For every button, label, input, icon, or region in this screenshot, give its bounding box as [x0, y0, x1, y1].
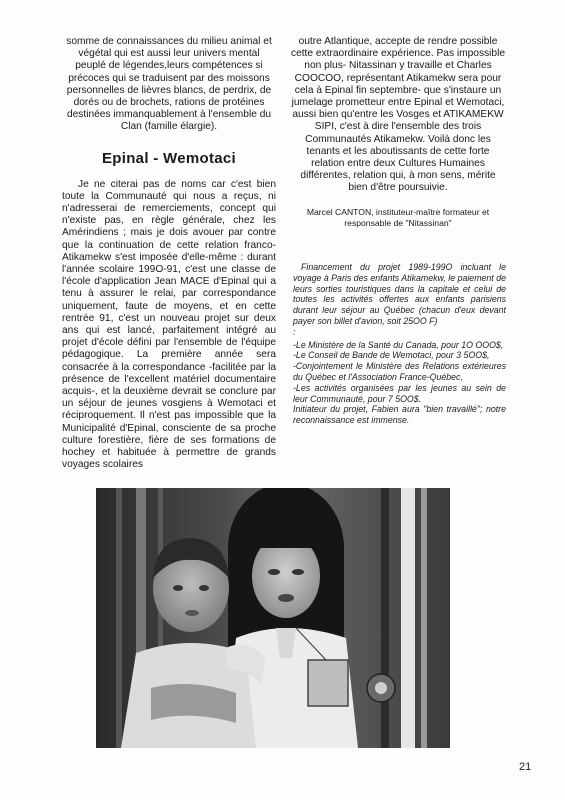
funding-box — [293, 262, 506, 426]
left-column — [62, 36, 276, 472]
left-paragraph-main: Je ne citerai pas de noms car c'est bien toute la Communauté qui nous a reçus, ni n'adresserai de remerciements, concept qui n'existe pas, en règle générale, chez les Amérindiens ; mais je dois avouer par contre que la continuation de cette relation franco-Atikamekw s'est imposée d'elle-même : durant l'année scolaire 199O-91, c'est une classe de l'école d'application Jean MACE d'Epinal qui a tenu à assurer le relai, par correspondance uniquement, faute de moyens, et en cette rentrée 91, c'est un nouveau projet sur deux ans qui est lancé, parfaitement intégré au projet d'école défini par l'ensemble de l'équipe pédagogique. La première année sera consacrée à la correspondance -facilitée par la présence de l'excellent matériel documentaire acquis-, et la deuxième devrait se conclure par un séjour de jeunes vosgiens à Wemotaci et réciproquement. Il n'est pas impossible que la Municipalité d'Epinal, consciente de sa proche culture forestière, fière de ses formations de hochey et habituée à permettre de grands voyages scolaires — [62, 178, 276, 471]
funding-item: -Le Ministère de la Santé du Canada, pour 1O OOO$, — [293, 339, 504, 350]
funding-intro: Financement du projet 1989-199O incluant le voyage à Paris des enfants Atikamekw, le paiement de leurs sorties touristiques dans la capitale et celui de toutes les activités offertes aux enfants parisiens durant leur séjour au Québec (chacun d'eux devant payer son billet d'avion, soit 25OO F) — [293, 262, 506, 326]
funding-item: -Les activités organisées par les jeunes au sein de leur Communauté, pour 7 5OO$. — [293, 382, 506, 404]
photograph-children-icon — [96, 488, 450, 748]
author-signature: Marcel CANTON, instituteur-maître formateur et responsable de "Nitassinan" — [306, 206, 490, 228]
left-paragraph-intro: somme de connaissances du milieu animal et végétal qui est aussi leur univers mental peuplé de légendes,leurs compétences si précoces qui se traduisent par des moissons personnelles de lièvres blancs, de perdrix, de dorés ou de brochets, rations de protéines destinées immanquablement à l'ensemble du Clan (famille élargie). — [66, 36, 272, 133]
right-column — [290, 36, 506, 237]
funding-closing: Initiateur du projet, Fabien aura "bien travaillé"; notre reconnaissance est immense. — [293, 404, 506, 426]
section-heading: Epinal - Wemotaci — [101, 149, 236, 167]
funding-colon: : — [293, 326, 296, 337]
page-number: 21 — [519, 761, 532, 773]
funding-item: -Conjointement le Ministère des Relations extérieures du Québec et l'Association France-Québec, — [293, 361, 506, 382]
funding-item: -Le Conseil de Bande de Wemotaci, pour 3 5OO$, — [293, 350, 490, 361]
children-photograph — [96, 488, 450, 748]
right-paragraph-main: outre Atlantique, accepte de rendre possible cette extraordinaire expérience. Pas impossible non plus- Nitassinan y travaille et Charles COOCOO, représentant Atikamekw sera pour cela à Epinal fin septembre- que s'instaure un jumelage prometteur entre Epinal et Wemotaci, aussi bien qu'entre les Vosges et ATIKAMEKW SIPI, c'est à dire l'ensemble des trois Communautés Atikamekw. Voilà donc les tenants et les aboutissants de cette forte relation entre deux Cultures Humaines différentes, relation qui, à mon sens, mérite bien d'être poursuivie. — [290, 36, 506, 194]
